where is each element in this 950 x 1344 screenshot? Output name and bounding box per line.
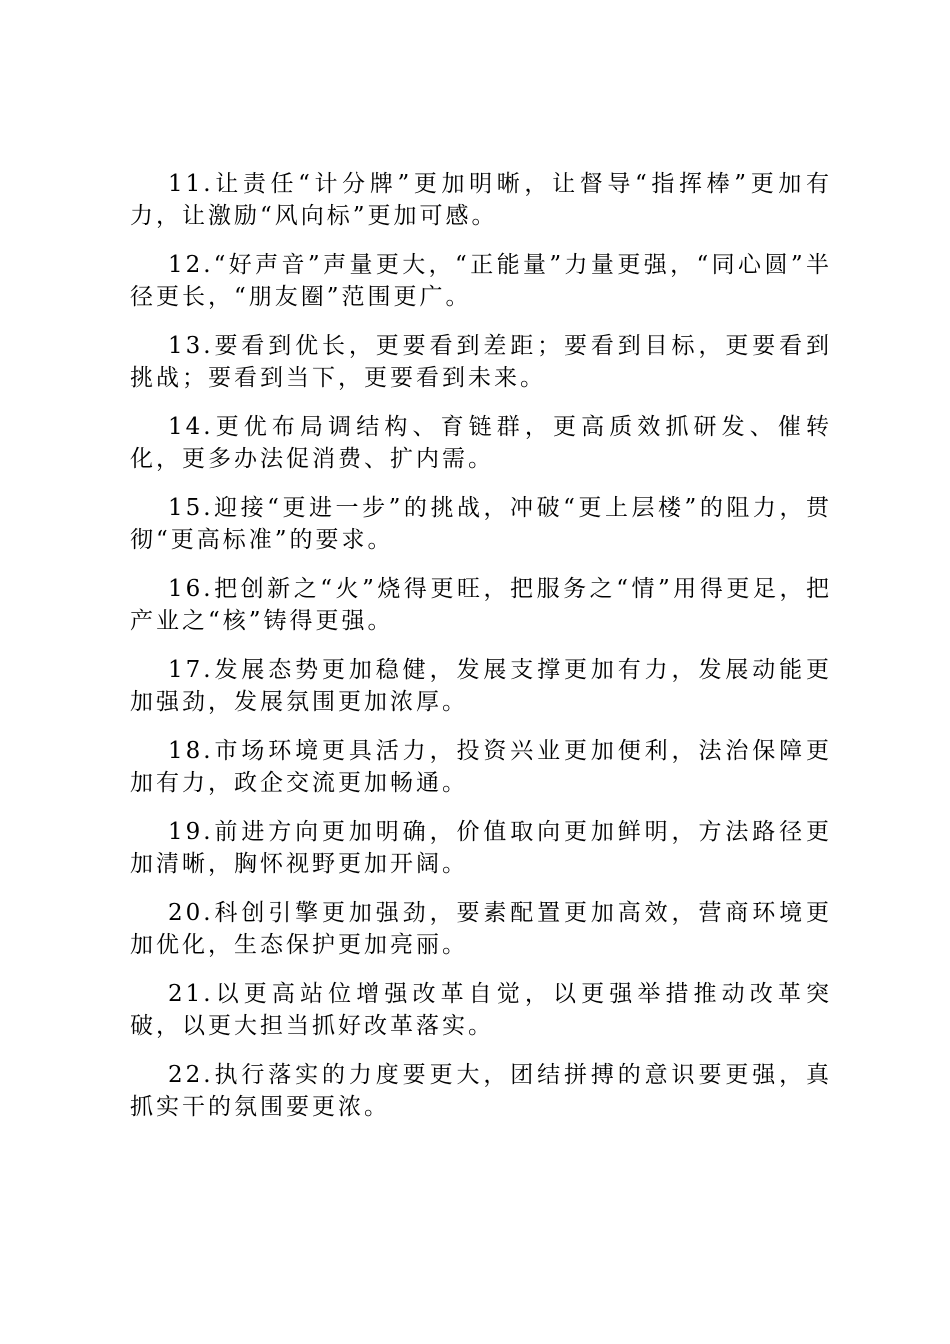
list-item: 20.科创引擎更加强劲，要素配置更加高效，营商环境更加优化，生态保护更加亮丽。: [130, 900, 832, 958]
list-item: 21.以更高站位增强改革自觉，以更强举措推动改革突破，以更大担当抓好改革落实。: [130, 981, 832, 1039]
list-item: 12.“好声音”声量更大，“正能量”力量更强，“同心圆”半径更长，“朋友圈”范围更广。: [130, 252, 832, 310]
list-item: 11.让责任“计分牌”更加明晰，让督导“指挥棒”更加有力，让激励“风向标”更加可感。: [130, 171, 832, 229]
list-item: 22.执行落实的力度要更大，团结拼搏的意识要更强，真抓实干的氛围要更浓。: [130, 1062, 832, 1120]
list-item: 13.要看到优长，更要看到差距；要看到目标，更要看到挑战；要看到当下，更要看到未来。: [130, 333, 832, 391]
list-item: 15.迎接“更进一步”的挑战，冲破“更上层楼”的阻力，贯彻“更高标准”的要求。: [130, 495, 832, 553]
document-body: [130, 168, 832, 1140]
list-item: 19.前进方向更加明确，价值取向更加鲜明，方法路径更加清晰，胸怀视野更加开阔。: [130, 819, 832, 877]
list-item: 16.把创新之“火”烧得更旺，把服务之“情”用得更足，把产业之“核”铸得更强。: [130, 576, 832, 634]
list-item: 14.更优布局调结构、育链群，更高质效抓研发、催转化，更多办法促消费、扩内需。: [130, 414, 832, 472]
list-item: 17.发展态势更加稳健，发展支撑更加有力，发展动能更加强劲，发展氛围更加浓厚。: [130, 657, 832, 715]
list-item: 18.市场环境更具活力，投资兴业更加便利，法治保障更加有力，政企交流更加畅通。: [130, 738, 832, 796]
